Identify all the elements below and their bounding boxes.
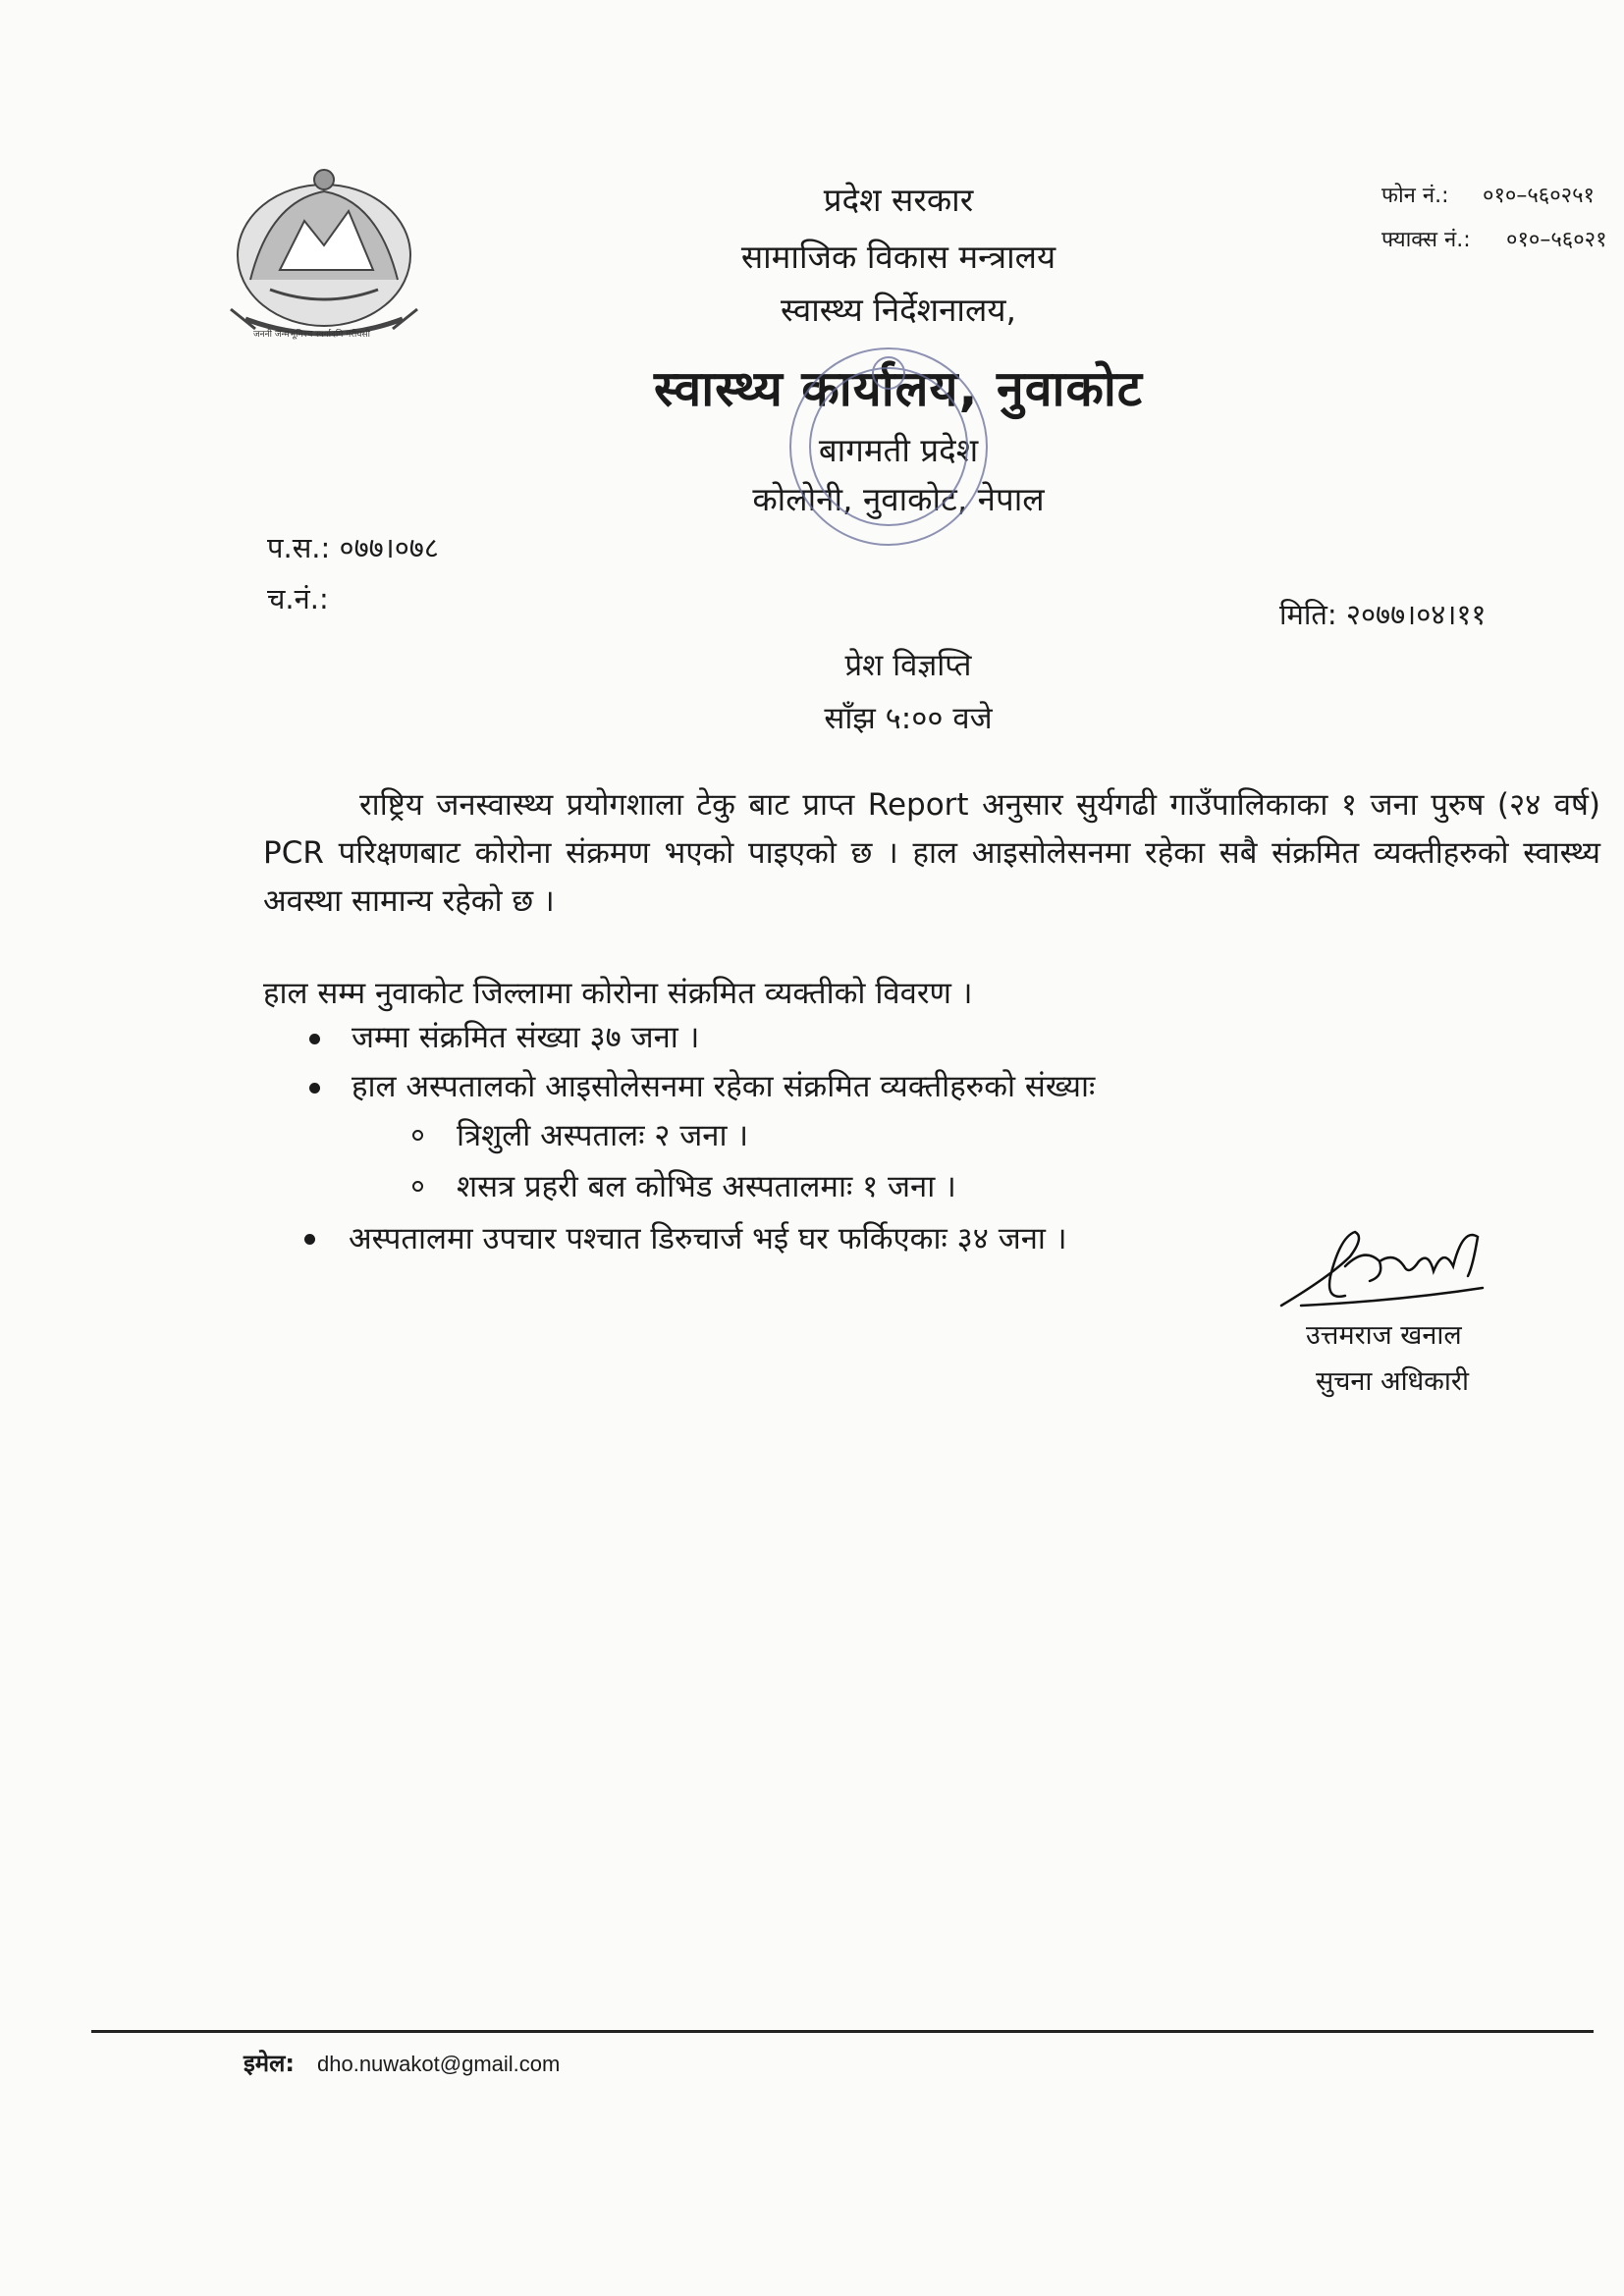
bullet-total-infected: जम्मा संक्रमित संख्या ३७ जना । [352, 1020, 700, 1055]
body-paragraph: राष्ट्रिय जनस्वास्थ्य प्रयोगशाला टेकु बाट प्राप्त Report अनुसार सुर्यगढी गाउँपालिकाका १ जना पुरुष (२४ वर्ष) PCR परिक्षणबाट कोरोना संक्रमण भएको पाइएको छ । हाल आइसोलेसनमा रहेका सबै संक्रमित व्यक्तीहरुको स्वास्थ्य अवस्था सामान्य रहेको छ । [263, 787, 1600, 919]
bullet-hospital-isolation: हाल अस्पतालको आइसोलेसनमा रहेका संक्रमित व्यक्तीहरुको संख्याः [352, 1069, 1096, 1104]
press-release-title: प्रेश विज्ञप्ति [844, 648, 972, 683]
header-line-directorate: स्वास्थ्य निर्देशनालय, [781, 291, 1016, 329]
emblem-motto: जननी जन्मभूमिश्च स्वर्गादपि गरीयसी [253, 330, 370, 340]
phone-label: फोन नं.: [1381, 184, 1449, 208]
bullet-dot [309, 1083, 320, 1094]
release-time: साँझ ५:०० वजे [824, 701, 993, 736]
sub-bullet-apf-hospital: शसत्र प्रहरी बल कोभिड अस्पतालमाः १ जना । [457, 1169, 956, 1204]
email-address: dho.nuwakot@gmail.com [317, 2052, 561, 2076]
phone-value: ०१०–५६०२५१ [1483, 184, 1595, 208]
sub-bullet-circle [412, 1181, 423, 1192]
email-label: इमेल: [244, 2050, 296, 2077]
bullet-dot [304, 1234, 315, 1245]
header-line-bagmati: बागमती प्रदेश [818, 431, 979, 469]
bullet-dot [309, 1034, 320, 1044]
signatory-title: सुचना अधिकारी [1316, 1366, 1469, 1397]
footer-divider [91, 2030, 1594, 2033]
signatory-name: उत्तमराज खनाल [1306, 1320, 1462, 1351]
fax-label: फ्याक्स नं.: [1381, 228, 1471, 252]
summary-intro: हाल सम्म नुवाकोट जिल्लामा कोरोना संक्रमित व्यक्तीको विवरण । [263, 976, 973, 1011]
handwritten-signature [1272, 1207, 1507, 1325]
sub-bullet-circle [412, 1130, 423, 1141]
sub-bullet-trishuli: त्रिशुली अस्पतालः २ जना । [457, 1118, 749, 1153]
fax-value: ०१०–५६०२१ [1506, 228, 1607, 252]
office-name: स्वास्थ्य कार्यालय, नुवाकोट [653, 360, 1143, 417]
document-date: मिति: २०७७।०४।११ [1279, 598, 1487, 631]
dispatch-number: च.नं.: [267, 582, 329, 615]
header-line-ministry: सामाजिक विकास मन्त्रालय [740, 238, 1056, 276]
reference-number: प.स.: ०७७।०७८ [267, 531, 439, 564]
header-line-province-govt: प्रदेश सरकार [823, 181, 974, 219]
bullet-discharged: अस्पतालमा उपचार पश्चात डिरुचार्ज भई घर फर्किएकाः ३४ जना । [349, 1221, 1067, 1256]
header-line-address: कोलोनी, नुवाकोट, नेपाल [752, 480, 1045, 518]
office-seal-stamp-icon [776, 334, 1001, 560]
nepal-government-emblem-icon [211, 162, 437, 353]
